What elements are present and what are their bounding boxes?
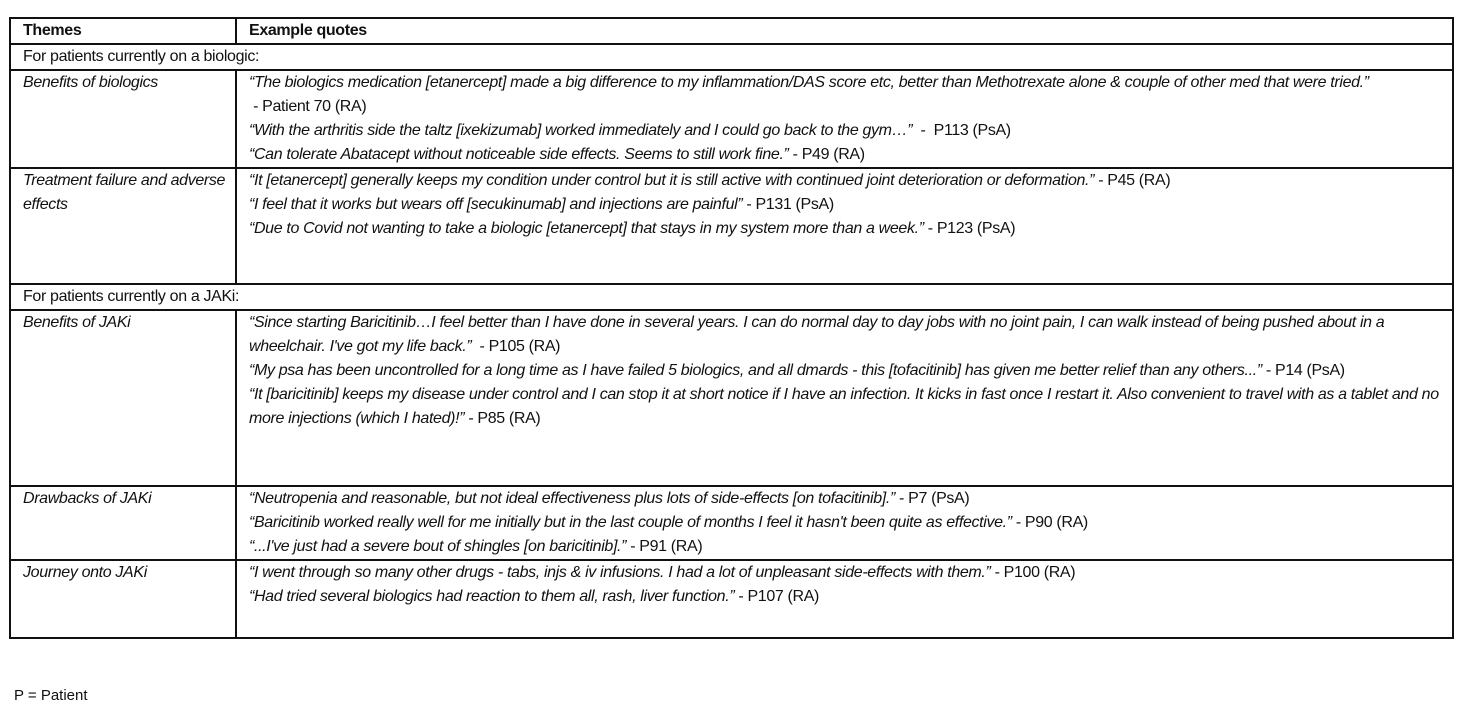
quote bbox=[249, 585, 1446, 609]
header-row bbox=[10, 18, 1453, 44]
section-row bbox=[10, 284, 1453, 310]
footnote: P = Patient bbox=[14, 687, 88, 704]
quote-text: “It [baricitinib] keeps my disease under control and I can stop it at short notice if I have an infection. It kicks in fast once I restart it. Also convenient to travel with as a tablet and no more injections (which I hated)!” bbox=[249, 386, 1439, 427]
quote bbox=[249, 311, 1446, 359]
quote bbox=[249, 169, 1446, 193]
table-row bbox=[10, 70, 1453, 168]
quote-source: - P49 (RA) bbox=[788, 146, 865, 163]
quote-source: - P123 (PsA) bbox=[923, 220, 1016, 237]
quote-text: “With the arthritis side the taltz [ixekizumab] worked immediately and I could go back to the gym…” bbox=[249, 122, 913, 139]
quote-text: “Due to Covid not wanting to take a biologic [etanercept] that stays in my system more than a week.” bbox=[249, 220, 924, 237]
quote-text: “Since starting Baricitinib…I feel better than I have done in several years. I can do normal day to day jobs with no joint pain, I can walk instead of being pushed about in a wheelchair. I've got my life back.” bbox=[249, 314, 1385, 355]
quote-source: - P91 (RA) bbox=[626, 538, 703, 555]
quote-text: “I feel that it works but wears off [secukinumab] and injections are painful” bbox=[249, 196, 743, 213]
quote-source: - P105 (RA) bbox=[471, 338, 561, 355]
theme-cell: Benefits of biologics bbox=[10, 70, 236, 168]
quote-text: “I went through so many other drugs - tabs, injs & iv infusions. I had a lot of unpleasant side-effects with them.” bbox=[249, 564, 991, 581]
quote bbox=[249, 535, 1446, 559]
header-themes: Themes bbox=[10, 18, 236, 44]
quote-text: “It [etanercept] generally keeps my condition under control but it is still active with continued joint deterioration or deformation.” bbox=[249, 172, 1095, 189]
table-row bbox=[10, 310, 1453, 486]
quote-text: “Baricitinib worked really well for me initially but in the last couple of months I feel it hasn't been quite as effective.” bbox=[249, 514, 1012, 531]
quote-text: “The biologics medication [etanercept] made a big difference to my inflammation/DAS score etc, better than Methotrexate alone & couple of other med that were tried.” bbox=[249, 74, 1369, 91]
table-row bbox=[10, 168, 1453, 284]
quote bbox=[249, 487, 1446, 511]
quotes-cell bbox=[236, 70, 1453, 168]
quote bbox=[249, 143, 1446, 167]
table-body bbox=[10, 44, 1453, 638]
quote bbox=[249, 193, 1446, 217]
quote-source: - P7 (PsA) bbox=[894, 490, 970, 507]
theme-cell: Drawbacks of JAKi bbox=[10, 486, 236, 560]
quote bbox=[249, 359, 1446, 383]
quote-source: - P100 (RA) bbox=[990, 564, 1076, 581]
quote-source: - Patient 70 (RA) bbox=[249, 98, 367, 115]
quote bbox=[249, 511, 1446, 535]
quote bbox=[249, 119, 1446, 143]
quote-text: “Had tried several biologics had reaction to them all, rash, liver function.” bbox=[249, 588, 735, 605]
quote-source: - P45 (RA) bbox=[1094, 172, 1171, 189]
quotes-cell bbox=[236, 310, 1453, 486]
quote-text: “Can tolerate Abatacept without noticeable side effects. Seems to still work fine.” bbox=[249, 146, 789, 163]
table-row bbox=[10, 486, 1453, 560]
quote-text: “My psa has been uncontrolled for a long time as I have failed 5 biologics, and all dmards - this [tofacitinib] has given me better relief than any others...” bbox=[249, 362, 1262, 379]
theme-cell: Treatment failure and adverse effects bbox=[10, 168, 236, 284]
section-row bbox=[10, 44, 1453, 70]
themes-quotes-table bbox=[9, 17, 1454, 639]
section-title: For patients currently on a JAKi: bbox=[10, 284, 1453, 310]
quote bbox=[249, 217, 1446, 241]
theme-cell: Benefits of JAKi bbox=[10, 310, 236, 486]
quote bbox=[249, 383, 1446, 431]
quote-source: - P90 (RA) bbox=[1011, 514, 1088, 531]
quote bbox=[249, 71, 1446, 119]
quote bbox=[249, 561, 1446, 585]
quotes-cell bbox=[236, 486, 1453, 560]
quote-text: “...I've just had a severe bout of shingles [on baricitinib].” bbox=[249, 538, 627, 555]
quotes-cell bbox=[236, 560, 1453, 638]
quote-source: - P14 (PsA) bbox=[1261, 362, 1345, 379]
theme-cell: Journey onto JAKi bbox=[10, 560, 236, 638]
quote-text: “Neutropenia and reasonable, but not ideal effectiveness plus lots of side-effects [on tofacitinib].” bbox=[249, 490, 895, 507]
quote-source: - P131 (PsA) bbox=[742, 196, 834, 213]
quote-source: - P107 (RA) bbox=[734, 588, 820, 605]
quote-source: - P85 (RA) bbox=[464, 410, 541, 427]
section-title: For patients currently on a biologic: bbox=[10, 44, 1453, 70]
quote-source: - P113 (PsA) bbox=[912, 122, 1011, 139]
header-example-quotes: Example quotes bbox=[236, 18, 1453, 44]
quotes-cell bbox=[236, 168, 1453, 284]
table-row bbox=[10, 560, 1453, 638]
